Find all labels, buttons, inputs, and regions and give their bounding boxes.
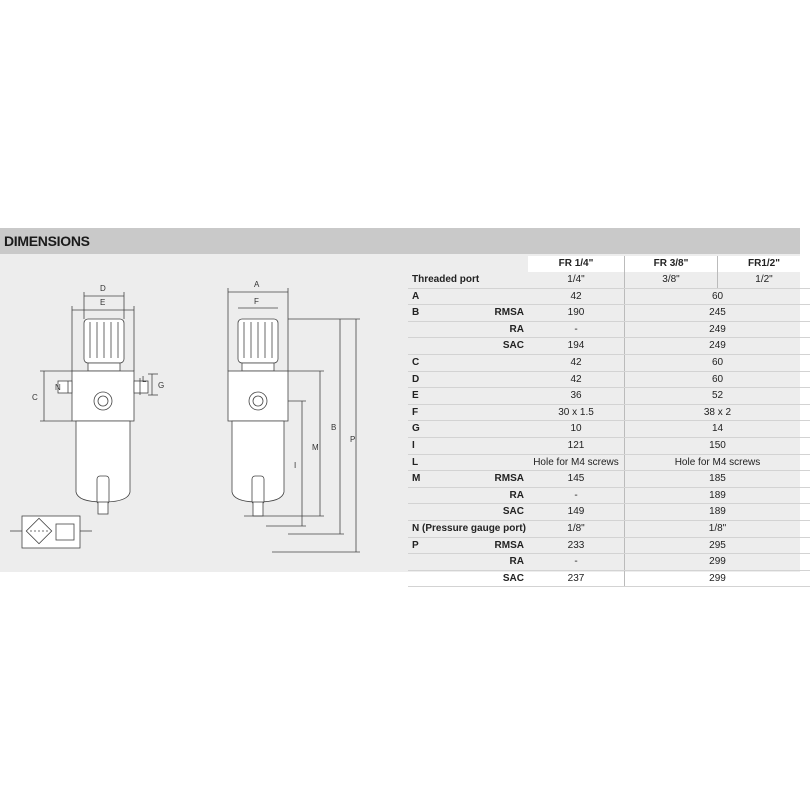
table-row (408, 321, 810, 338)
row-sublabel: RMSA (492, 537, 528, 554)
table-cell: 233 (528, 537, 625, 554)
table-row (408, 471, 810, 488)
table-cell: 249 (625, 321, 810, 338)
table-row (408, 288, 810, 305)
dimensions-table (408, 256, 810, 587)
table-cell: 189 (625, 504, 810, 521)
dim-label-d: D (100, 284, 106, 293)
row-label (408, 321, 492, 338)
table-cell: 121 (528, 437, 625, 454)
row-sublabel: SAC (492, 570, 528, 587)
table-cell: 1/4" (528, 272, 625, 288)
table-row (408, 371, 810, 388)
table-row (408, 454, 810, 471)
row-label: C (408, 354, 492, 371)
table-cell: 60 (625, 288, 810, 305)
table-body (408, 272, 810, 587)
dim-label-f: F (254, 297, 259, 306)
row-sublabel: SAC (492, 338, 528, 355)
row-sublabel: RA (492, 321, 528, 338)
table-row (408, 354, 810, 371)
table-header-row (408, 256, 810, 272)
table-cell: - (528, 321, 625, 338)
row-sublabel (492, 272, 528, 288)
dim-label-a: A (254, 280, 260, 289)
row-sublabel (492, 388, 528, 405)
row-label: G (408, 421, 492, 438)
table-cell: 42 (528, 371, 625, 388)
table-row (408, 554, 810, 571)
table-cell: 10 (528, 421, 625, 438)
table-cell: 150 (625, 437, 810, 454)
table-cell: Hole for M4 screws (625, 454, 810, 471)
column-header: FR 1/4" (528, 256, 625, 272)
row-sublabel (492, 404, 528, 421)
table-cell: 1/2" (718, 272, 810, 288)
table-cell: 38 x 2 (625, 404, 810, 421)
table-cell: 299 (625, 554, 810, 571)
table-cell: 60 (625, 354, 810, 371)
dim-label-g: G (158, 381, 165, 390)
row-label: I (408, 437, 492, 454)
table-cell: 60 (625, 371, 810, 388)
table-cell: 249 (625, 338, 810, 355)
table-cell: 237 (528, 570, 625, 587)
row-sublabel (492, 288, 528, 305)
table-row (408, 421, 810, 438)
table-cell: 1/8" (625, 520, 810, 537)
table-cell: Hole for M4 screws (528, 454, 625, 471)
row-label: M (408, 471, 492, 488)
dim-label-c: C (32, 393, 38, 402)
table-cell: 30 x 1.5 (528, 404, 625, 421)
row-label: L (408, 454, 492, 471)
row-sublabel: RA (492, 487, 528, 504)
table-row (408, 272, 810, 288)
table-cell: 52 (625, 388, 810, 405)
row-sublabel: RMSA (492, 471, 528, 488)
table-row (408, 570, 810, 587)
row-label: D (408, 371, 492, 388)
table-cell: - (528, 487, 625, 504)
row-label (408, 504, 492, 521)
table-cell: 295 (625, 537, 810, 554)
table-cell: 245 (625, 305, 810, 322)
row-label: Threaded port (408, 272, 492, 288)
dim-label-l: L (142, 375, 147, 384)
dim-label-p: P (350, 435, 356, 444)
technical-drawing (0, 254, 408, 572)
row-label: B (408, 305, 492, 322)
row-label (408, 570, 492, 587)
table-row (408, 404, 810, 421)
row-sublabel: RA (492, 554, 528, 571)
table-cell: 190 (528, 305, 625, 322)
table-cell: 185 (625, 471, 810, 488)
row-sublabel (492, 354, 528, 371)
table-cell: 149 (528, 504, 625, 521)
row-sublabel (492, 371, 528, 388)
dim-label-b: B (331, 423, 337, 432)
table-cell: - (528, 554, 625, 571)
table-row (408, 537, 810, 554)
table-cell: 3/8" (625, 272, 718, 288)
table-cell: 194 (528, 338, 625, 355)
row-sublabel (492, 454, 528, 471)
table-cell: 42 (528, 288, 625, 305)
table-row (408, 305, 810, 322)
row-label: N (Pressure gauge port) (408, 520, 492, 537)
row-sublabel (492, 437, 528, 454)
table-cell: 36 (528, 388, 625, 405)
table-cell: 14 (625, 421, 810, 438)
table-row (408, 520, 810, 537)
row-sublabel: SAC (492, 504, 528, 521)
dim-label-n: N (55, 383, 61, 392)
table-cell: 145 (528, 471, 625, 488)
row-label: E (408, 388, 492, 405)
table-row (408, 388, 810, 405)
section-header-bar (0, 228, 800, 254)
table-cell: 1/8" (528, 520, 625, 537)
row-sublabel: RMSA (492, 305, 528, 322)
column-header: FR 3/8" (625, 256, 718, 272)
row-label (408, 554, 492, 571)
section-title: DIMENSIONS (4, 233, 90, 249)
row-label (408, 487, 492, 504)
table-cell: 189 (625, 487, 810, 504)
dim-label-e: E (100, 298, 106, 307)
row-label: F (408, 404, 492, 421)
row-label: P (408, 537, 492, 554)
table-row (408, 437, 810, 454)
table-row (408, 504, 810, 521)
table-cell: 299 (625, 570, 810, 587)
row-label (408, 338, 492, 355)
dimensions-table-container (408, 256, 800, 584)
table-row (408, 487, 810, 504)
table-row (408, 338, 810, 355)
row-sublabel (492, 421, 528, 438)
column-header: FR1/2" (718, 256, 810, 272)
dim-label-m: M (312, 443, 319, 452)
row-label: A (408, 288, 492, 305)
dim-label-i: I (294, 461, 297, 470)
table-cell: 42 (528, 354, 625, 371)
